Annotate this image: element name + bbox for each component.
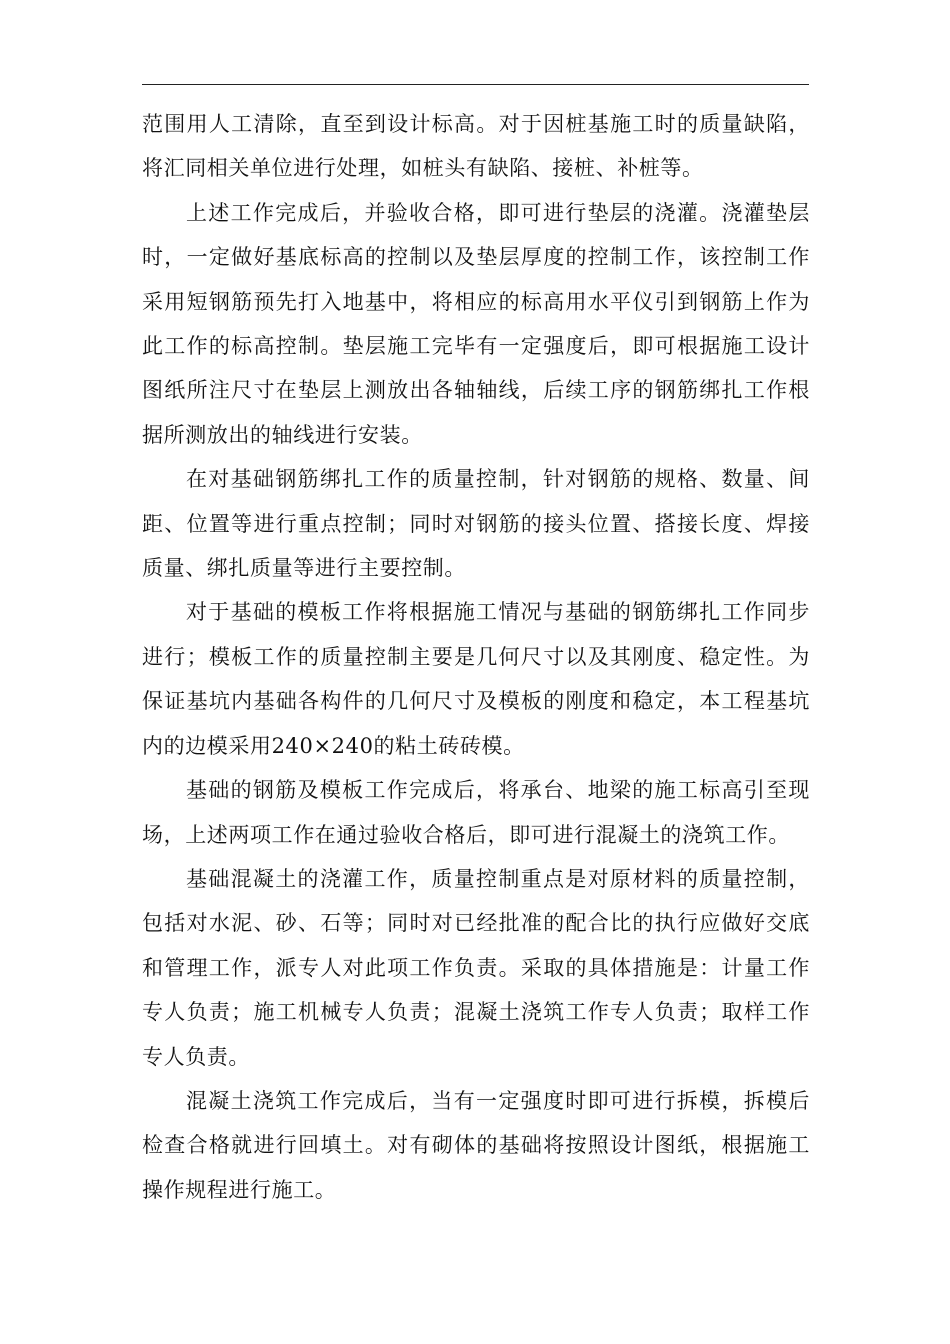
paragraph-formwork: 对于基础的模板工作将根据施工情况与基础的钢筋绑扎工作同步进行；模板工作的质量控制主要是几何尺寸以及其刚度、稳定性。为保证基坑内基础各构件的几何尺寸及模板的刚度和稳定，本工程基坑内的边模采用240×240的粘土砖砖模。 — [142, 600, 810, 758]
header-rule — [142, 84, 809, 85]
document-body — [142, 102, 810, 1212]
paragraph-concrete-pouring: 基础混凝土的浇灌工作，质量控制重点是对原材料的质量控制，包括对水泥、砂、石等；同时对已经批准的配合比的执行应做好交底和管理工作，派专人对此项工作负责。采取的具体措施是：计量工作专人负责；施工机械专人负责；混凝土浇筑工作专人负责；取样工作专人负责。 — [142, 866, 810, 1069]
paragraph-continuation: 范围用人工清除，直至到设计标高。对于因桩基施工时的质量缺陷，将汇同相关单位进行处理，如桩头有缺陷、接桩、补桩等。 — [142, 112, 810, 181]
paragraph-elevation-transfer: 基础的钢筋及模板工作完成后，将承台、地梁的施工标高引至现场，上述两项工作在通过验收合格后，即可进行混凝土的浇筑工作。 — [142, 778, 810, 847]
paragraph-cushion-pouring: 上述工作完成后，并验收合格，即可进行垫层的浇灌。浇灌垫层时，一定做好基底标高的控制以及垫层厚度的控制工作，该控制工作采用短钢筋预先打入地基中，将相应的标高用水平仪引到钢筋上作为此工作的标高控制。垫层施工完毕有一定强度后，即可根据施工设计图纸所注尺寸在垫层上测放出各轴轴线，后续工序的钢筋绑扎工作根据所测放出的轴线进行安装。 — [142, 200, 810, 447]
paragraph-demolding-backfill: 混凝土浇筑工作完成后，当有一定强度时即可进行拆模，拆模后检查合格就进行回填土。对有砌体的基础将按照设计图纸，根据施工操作规程进行施工。 — [142, 1088, 810, 1202]
paragraph-rebar-control: 在对基础钢筋绑扎工作的质量控制，针对钢筋的规格、数量、间距、位置等进行重点控制；同时对钢筋的接头位置、搭接长度、焊接质量、绑扎质量等进行主要控制。 — [142, 467, 810, 581]
